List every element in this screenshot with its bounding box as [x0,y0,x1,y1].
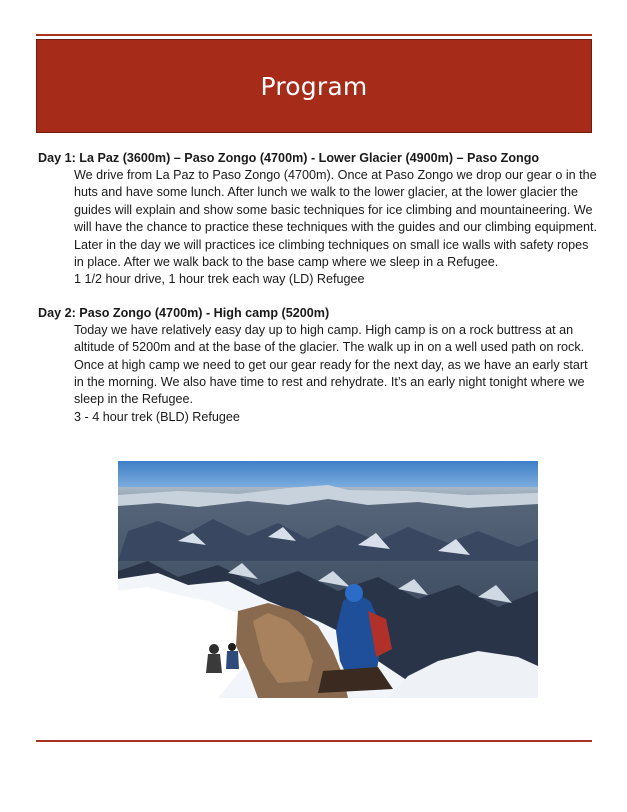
day-2-section [38,305,598,426]
day-2-title: Day 2: Paso Zongo (4700m) - High camp (5200m) [38,305,330,320]
bottom-divider [36,740,592,742]
day-1-title: Day 1: La Paz (3600m) – Paso Zongo (4700m) - Lower Glacier (4900m) – Paso Zongo [38,151,540,165]
top-divider [36,34,592,36]
day-2-body [74,322,598,426]
day-1-section [38,150,598,289]
program-banner [36,39,592,133]
day-2-summary: 3 - 4 hour trek (BLD) Refugee [74,409,240,424]
day-1-description: We drive from La Paz to Paso Zongo (4700m). Once at Paso Zongo we drop our gear o in the huts and have some lunch. After lunch we walk to the lower glacier, at the lower glacier the guides will explain and show some basic techniques for ice climbing and mountaineering. We will have the chance to practice these techniques with the guides and our climbing equipment. Later in the day we will practices ice climbing techniques on small ice walls with safety ropes in place. After we walk back to the base camp where we sleep in a Refugee. [74,168,597,270]
mountain-photo [118,461,538,698]
day-2-description: Today we have relatively easy day up to high camp. High camp is on a rock buttress at an altitude of 5200m and at the base of the glacier. The walk up in on a well used path on rock. Once at high camp we need to get our gear ready for the next day, as we have an early start in the morning. We also have time to rest and rehydrate. It’s an early night tonight where we sleep in the Refugee. [74,322,588,407]
mountain-summit-image [118,461,538,698]
day-1-summary: 1 1/2 hour drive, 1 hour trek each way (LD) Refugee [74,272,365,287]
itinerary [38,150,598,442]
day-1-body [74,167,598,289]
page-title: Program [260,71,368,101]
